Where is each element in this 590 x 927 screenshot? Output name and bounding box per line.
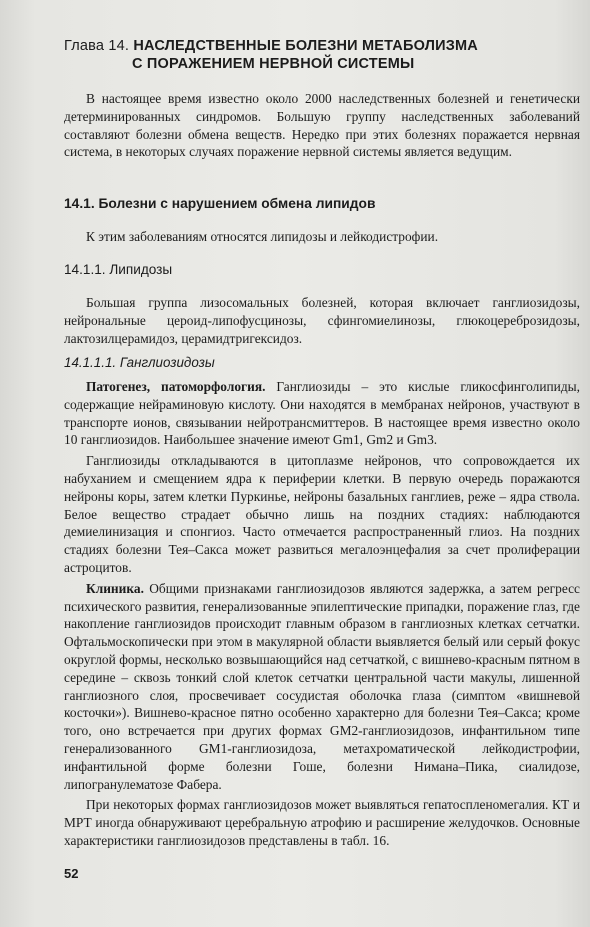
section-14-1-1-1-heading: 14.1.1.1. Ганглиозидозы [64,355,215,370]
chapter-prefix: Глава 14. [64,38,130,54]
section-14-1-text: К этим заболеваниям относятся липидозы и лейкодистрофии. [86,229,439,244]
intro-paragraph-block [64,90,580,161]
clinic-paragraph [64,580,580,794]
pathogenesis-text: Ганглиозиды – это кислые гликосфинголипиды, содержащие нейраминовую кислоту. Они находятся в мембранах нейронов, участвуют в транспорте ионов, связывании нейротрансмиттеров. В настоящее время известно около 10 ганглиозидов. Наибольшее значение имеют Gm1, Gm2 и Gm3. [64,379,580,448]
clinic-text: Общими признаками ганглиозидозов являются задержка, а затем регресс психического развития, генерализованные эпилептические припадки, поражение глаз, где накопление ганглиозидов происходит главным образом в ганглиозных клетках сетчатки. Офтальмоскопически при этом в макулярной области выявляется белый или серый фокус округлой формы, несколько возвышающийся над сетчаткой, с вишнево-красным пятном в середине – сквозь тонкий слой клеток сетчатки центральной части макулы, лишенной ганглиозного слоя, просвечивает сосудистая оболочка глаза (симптом «вишневой косточки»). Вишнево-красное пятно особенно характерно для болезни Тея–Сакса; кроме того, оно встречается при других формах GM2-ганглиозидозов, инфантильном типе генерализованного GM1-ганглиозидоза, метахроматической лейкодистрофии, инфантильной форме болезни Гоше, болезни Нимана–Пика, сиалидозе, липогранулематозе Фабера. [64,580,580,792]
chapter-title-line2: С ПОРАЖЕНИЕМ НЕРВНОЙ СИСТЕМЫ [132,56,415,72]
section-14-1-1-text: Большая группа лизосомальных болезней, которая включает ганглиозидозы, нейрональные цероид-липофусцинозы, сфингомиелинозы, глюкоцереброзидозы, лактозилцерамидоз, церамидтригексидоз. [64,295,580,346]
section-14-1-1-block [64,294,580,347]
section-14-1-heading: 14.1. Болезни с нарушением обмена липидов [64,196,376,211]
pathogenesis-label: Патогенез, патоморфология. [86,379,266,394]
intro-paragraph: В настоящее время известно около 2000 наследственных болезней и генетически детерминированных синдромов. Большую группу наследственных заболеваний составляют болезни обмена веществ. Нередко при этих болезнях поражается нервная система, в некоторых случаях поражение нервной системы является ведущим. [64,91,580,160]
section-14-1-block [64,228,580,246]
page-number: 52 [64,866,79,881]
section-14-1-1-heading: 14.1.1. Липидозы [64,262,173,277]
gangliosidoses-body [64,378,580,850]
hepatosplenomegaly-paragraph: При некоторых формах ганглиозидозов может выявляться гепатоспленомегалия. КТ и МРТ иногда обнаруживают церебральную атрофию и расширение желудочков. Основные характеристики ганглиозидозов представлены в табл. 16. [64,797,580,848]
clinic-label: Клиника. [86,580,144,596]
pathogenesis-paragraph [64,378,580,449]
chapter-heading [64,37,564,73]
deposition-paragraph: Ганглиозиды откладываются в цитоплазме нейронов, что сопровождается их набуханием и смещением ядра к периферии клетки. В первую очередь поражаются нейроны коры, затем клетки Пуркинье, нейроны базальных ганглиев, реже – ядра ствола. Белое вещество страдает обычно лишь на поздних стадиях: наблюдаются демиелинизация и спонгиоз. Часто отмечается распространенный глиоз. На поздних стадиях болезни Тея–Сакса может развиться мегалоэнцефалия за счет пролиферации астроцитов. [64,453,580,575]
chapter-title-line1: НАСЛЕДСТВЕННЫЕ БОЛЕЗНИ МЕТАБОЛИЗМА [133,38,478,54]
